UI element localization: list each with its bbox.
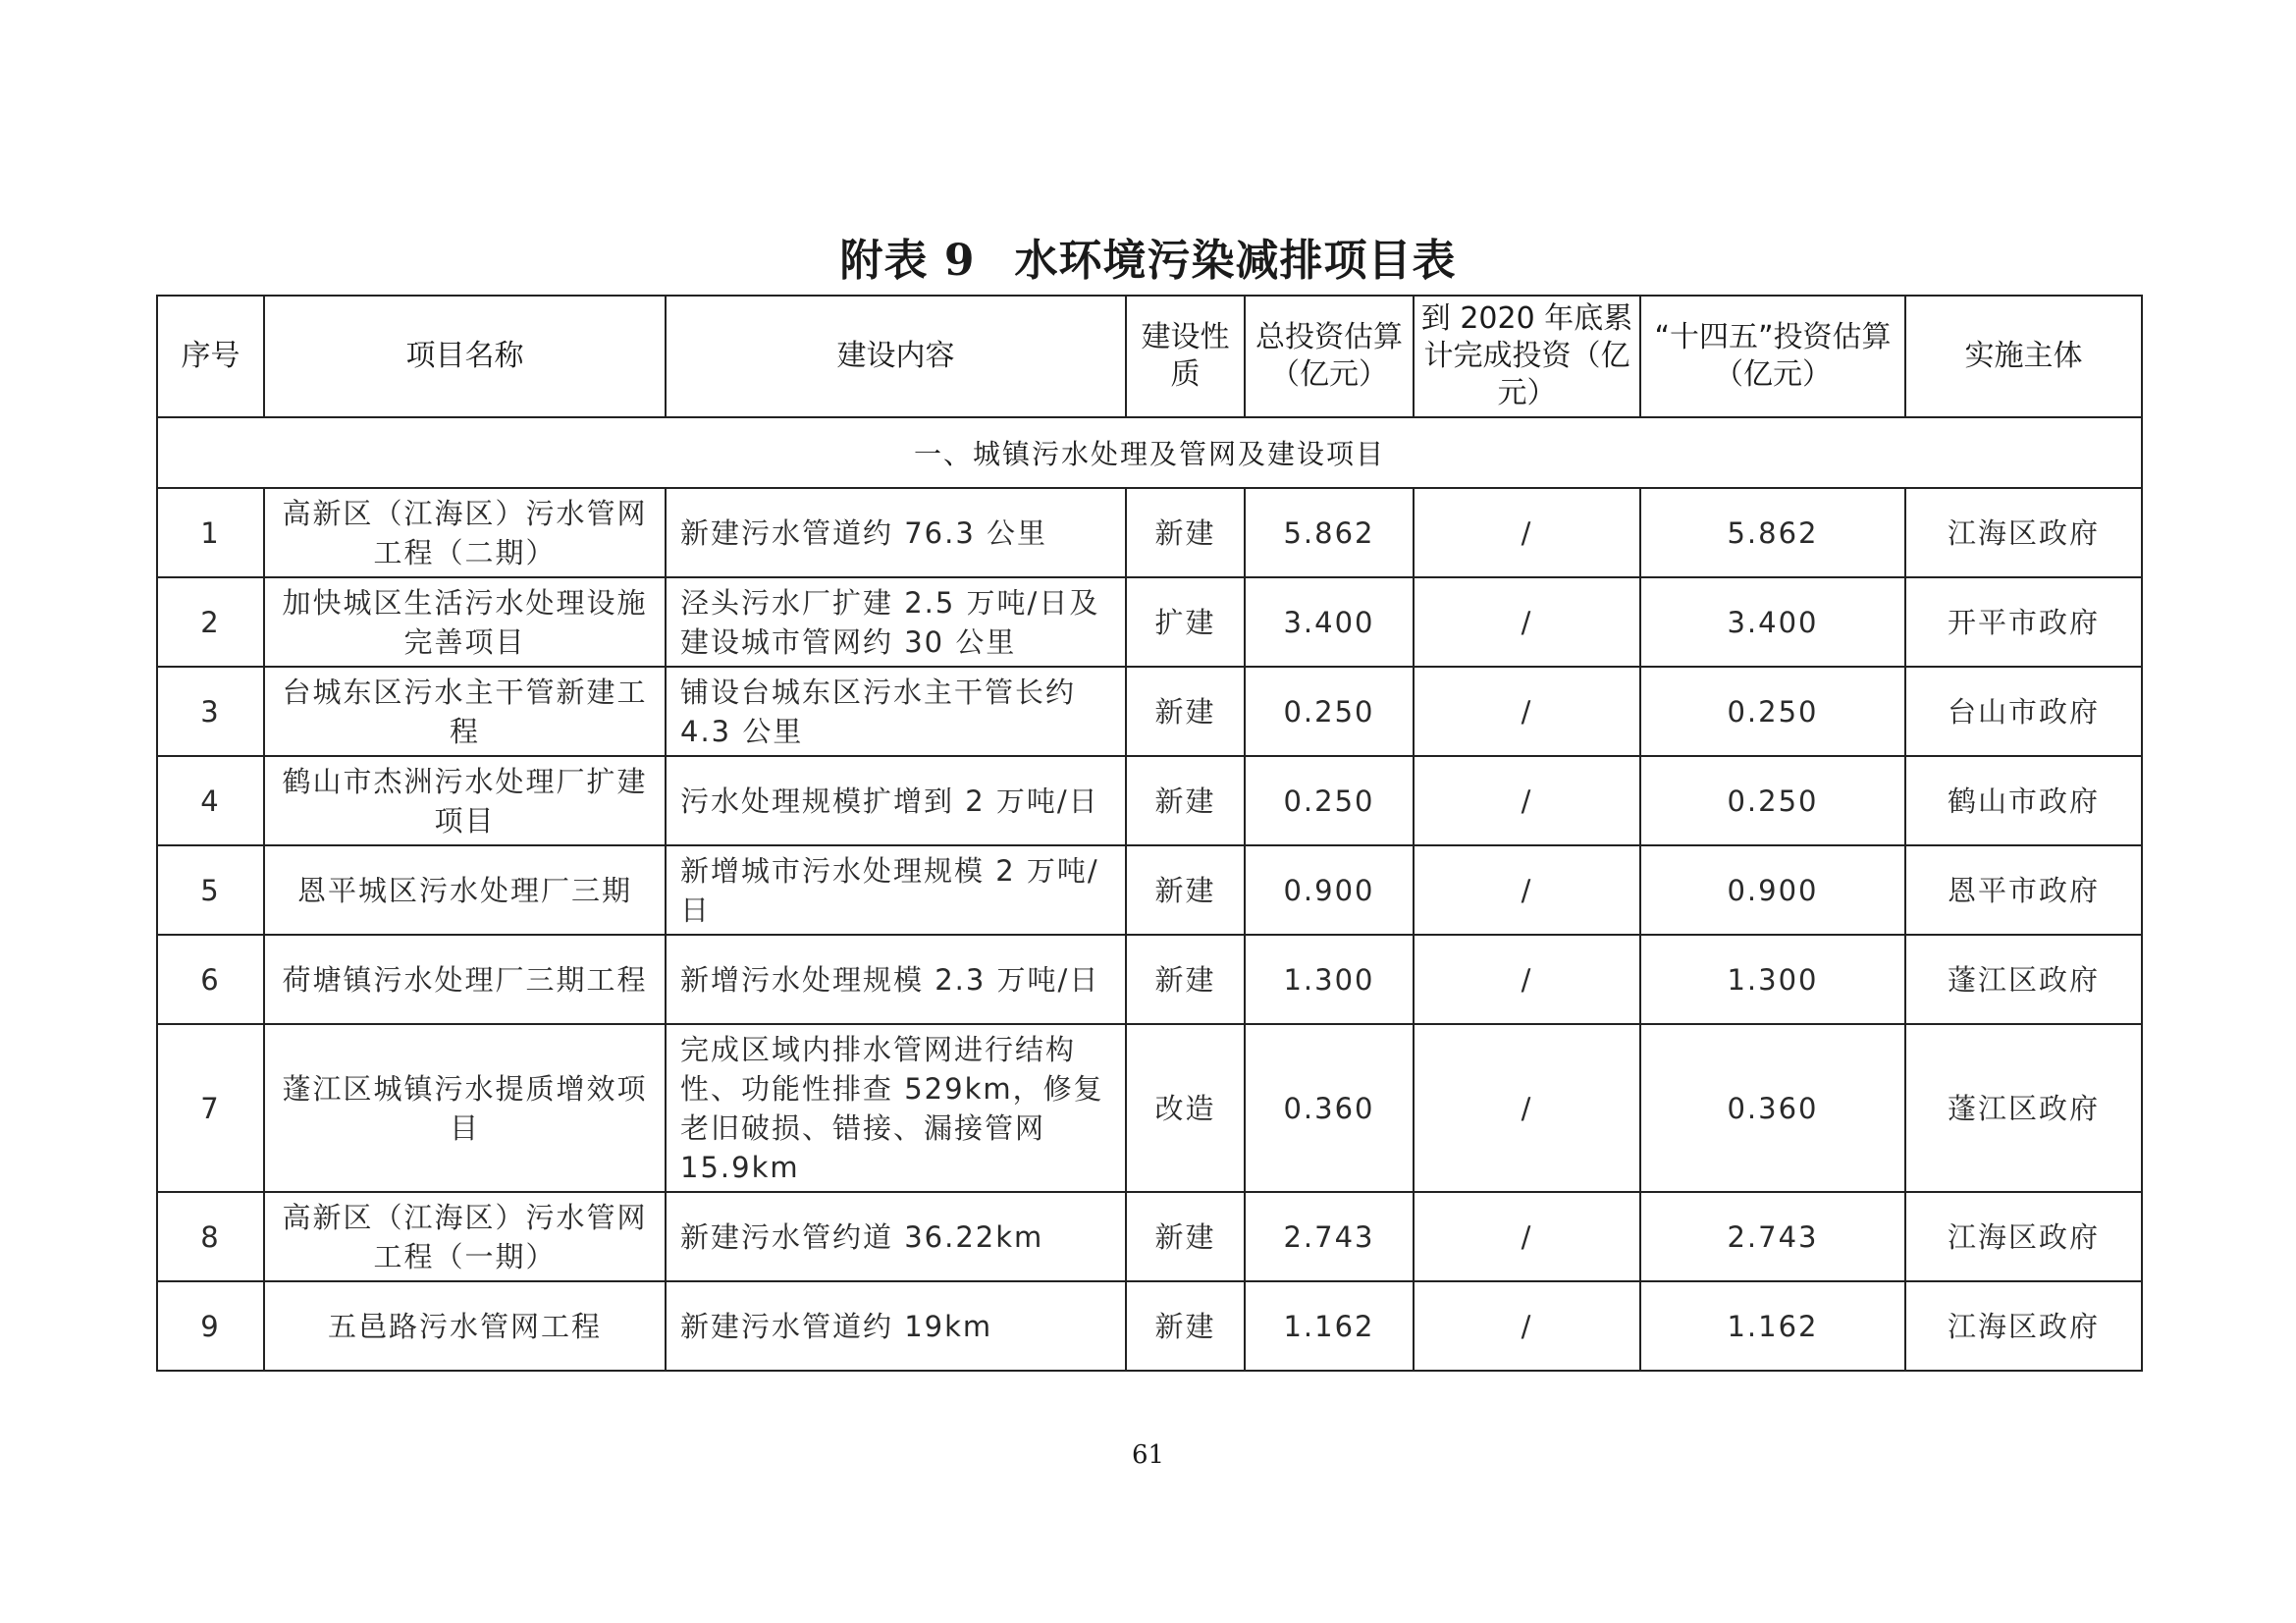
cell-plan-investment: 3.400 bbox=[1640, 577, 1905, 667]
cell-nature: 改造 bbox=[1126, 1024, 1245, 1192]
page-number: 61 bbox=[1131, 1440, 1165, 1470]
cell-total-investment: 0.250 bbox=[1245, 667, 1414, 756]
cell-content: 污水处理规模扩增到 2 万吨/日 bbox=[666, 756, 1126, 845]
table-row bbox=[157, 1192, 2142, 1281]
cell-completed-investment: / bbox=[1414, 488, 1640, 577]
cell-entity: 蓬江区政府 bbox=[1905, 935, 2142, 1024]
table-row bbox=[157, 1024, 2142, 1192]
cell-plan-investment: 0.250 bbox=[1640, 667, 1905, 756]
cell-nature: 新建 bbox=[1126, 935, 1245, 1024]
cell-completed-investment: / bbox=[1414, 577, 1640, 667]
cell-entity: 江海区政府 bbox=[1905, 1192, 2142, 1281]
cell-nature: 新建 bbox=[1126, 488, 1245, 577]
cell-serial: 2 bbox=[157, 577, 264, 667]
cell-plan-investment: 1.300 bbox=[1640, 935, 1905, 1024]
cell-serial: 7 bbox=[157, 1024, 264, 1192]
cell-total-investment: 1.300 bbox=[1245, 935, 1414, 1024]
cell-plan-investment: 1.162 bbox=[1640, 1281, 1905, 1371]
cell-project-name: 鹤山市杰洲污水处理厂扩建项目 bbox=[264, 756, 666, 845]
cell-serial: 1 bbox=[157, 488, 264, 577]
cell-serial: 8 bbox=[157, 1192, 264, 1281]
cell-content: 新建污水管道约 19km bbox=[666, 1281, 1126, 1371]
cell-nature: 扩建 bbox=[1126, 577, 1245, 667]
cell-entity: 江海区政府 bbox=[1905, 488, 2142, 577]
table-row bbox=[157, 1281, 2142, 1371]
cell-completed-investment: / bbox=[1414, 935, 1640, 1024]
title-main: 水环境污染减排项目表 bbox=[1014, 236, 1457, 286]
cell-total-investment: 2.743 bbox=[1245, 1192, 1414, 1281]
cell-project-name: 恩平城区污水处理厂三期 bbox=[264, 845, 666, 935]
cell-total-investment: 1.162 bbox=[1245, 1281, 1414, 1371]
cell-completed-investment: / bbox=[1414, 1024, 1640, 1192]
header-implementing-entity: 实施主体 bbox=[1905, 296, 2142, 417]
cell-serial: 4 bbox=[157, 756, 264, 845]
section-title: 一、城镇污水处理及管网及建设项目 bbox=[157, 417, 2142, 488]
table-row bbox=[157, 577, 2142, 667]
cell-entity: 开平市政府 bbox=[1905, 577, 2142, 667]
header-construction-nature: 建设性质 bbox=[1126, 296, 1245, 417]
table-row bbox=[157, 667, 2142, 756]
table-row bbox=[157, 488, 2142, 577]
cell-content: 新建污水管约道 36.22km bbox=[666, 1192, 1126, 1281]
project-table bbox=[156, 295, 2143, 1372]
section-row bbox=[157, 417, 2142, 488]
header-project-name: 项目名称 bbox=[264, 296, 666, 417]
cell-nature: 新建 bbox=[1126, 845, 1245, 935]
cell-plan-investment: 0.250 bbox=[1640, 756, 1905, 845]
cell-project-name: 加快城区生活污水处理设施完善项目 bbox=[264, 577, 666, 667]
cell-total-investment: 5.862 bbox=[1245, 488, 1414, 577]
cell-plan-investment: 0.900 bbox=[1640, 845, 1905, 935]
cell-completed-investment: / bbox=[1414, 845, 1640, 935]
cell-project-name: 五邑路污水管网工程 bbox=[264, 1281, 666, 1371]
cell-nature: 新建 bbox=[1126, 756, 1245, 845]
cell-project-name: 荷塘镇污水处理厂三期工程 bbox=[264, 935, 666, 1024]
cell-project-name: 高新区（江海区）污水管网工程（二期） bbox=[264, 488, 666, 577]
cell-completed-investment: / bbox=[1414, 756, 1640, 845]
cell-completed-investment: / bbox=[1414, 667, 1640, 756]
cell-content: 泾头污水厂扩建 2.5 万吨/日及建设城市管网约 30 公里 bbox=[666, 577, 1126, 667]
cell-serial: 5 bbox=[157, 845, 264, 935]
cell-serial: 9 bbox=[157, 1281, 264, 1371]
table-header-row bbox=[157, 296, 2142, 417]
cell-content: 铺设台城东区污水主干管长约 4.3 公里 bbox=[666, 667, 1126, 756]
cell-nature: 新建 bbox=[1126, 1281, 1245, 1371]
table-row bbox=[157, 935, 2142, 1024]
cell-content: 新增污水处理规模 2.3 万吨/日 bbox=[666, 935, 1126, 1024]
header-construction-content: 建设内容 bbox=[666, 296, 1126, 417]
cell-total-investment: 0.360 bbox=[1245, 1024, 1414, 1192]
cell-completed-investment: / bbox=[1414, 1281, 1640, 1371]
cell-total-investment: 3.400 bbox=[1245, 577, 1414, 667]
cell-entity: 台山市政府 bbox=[1905, 667, 2142, 756]
cell-nature: 新建 bbox=[1126, 667, 1245, 756]
cell-nature: 新建 bbox=[1126, 1192, 1245, 1281]
table-row bbox=[157, 756, 2142, 845]
title-prefix: 附表 9 bbox=[839, 236, 976, 286]
cell-entity: 鹤山市政府 bbox=[1905, 756, 2142, 845]
cell-project-name: 高新区（江海区）污水管网工程（一期） bbox=[264, 1192, 666, 1281]
cell-plan-investment: 0.360 bbox=[1640, 1024, 1905, 1192]
cell-project-name: 台城东区污水主干管新建工程 bbox=[264, 667, 666, 756]
cell-project-name: 蓬江区城镇污水提质增效项目 bbox=[264, 1024, 666, 1192]
table-row bbox=[157, 845, 2142, 935]
header-plan-investment: “十四五”投资估算（亿元） bbox=[1640, 296, 1905, 417]
cell-plan-investment: 2.743 bbox=[1640, 1192, 1905, 1281]
cell-content: 新增城市污水处理规模 2 万吨/日 bbox=[666, 845, 1126, 935]
cell-entity: 蓬江区政府 bbox=[1905, 1024, 2142, 1192]
cell-completed-investment: / bbox=[1414, 1192, 1640, 1281]
cell-serial: 3 bbox=[157, 667, 264, 756]
cell-total-investment: 0.900 bbox=[1245, 845, 1414, 935]
cell-content: 完成区域内排水管网进行结构性、功能性排查 529km，修复老旧破损、错接、漏接管网 15.9km bbox=[666, 1024, 1126, 1192]
header-serial: 序号 bbox=[157, 296, 264, 417]
cell-total-investment: 0.250 bbox=[1245, 756, 1414, 845]
page-title bbox=[0, 232, 2296, 291]
cell-plan-investment: 5.862 bbox=[1640, 488, 1905, 577]
cell-serial: 6 bbox=[157, 935, 264, 1024]
cell-entity: 恩平市政府 bbox=[1905, 845, 2142, 935]
cell-entity: 江海区政府 bbox=[1905, 1281, 2142, 1371]
header-total-investment: 总投资估算（亿元） bbox=[1245, 296, 1414, 417]
cell-content: 新建污水管道约 76.3 公里 bbox=[666, 488, 1126, 577]
header-completed-investment: 到 2020 年底累计完成投资（亿元） bbox=[1414, 296, 1640, 417]
